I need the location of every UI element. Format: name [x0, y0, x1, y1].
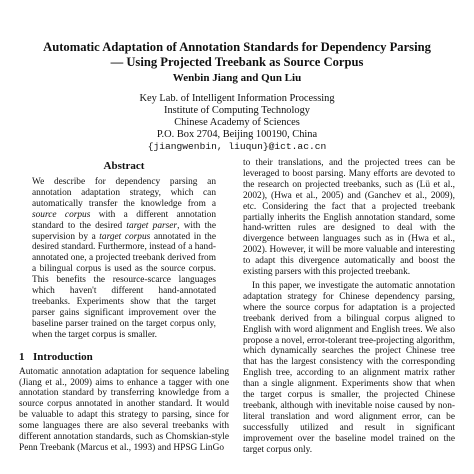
abstract-emph-target-parser: target parser	[126, 220, 178, 231]
section-number: 1	[19, 350, 25, 363]
affiliation-line-2: Institute of Computing Technology	[164, 105, 310, 117]
author-email: {jiangwenbin, liuqun}@ict.ac.cn	[147, 141, 327, 153]
affiliation-line-1: Key Lab. of Intelligent Information Processing	[139, 93, 335, 104]
abstract-emph-source-corpus: source corpus	[32, 209, 91, 220]
abstract-body	[19, 177, 229, 341]
abstract-heading: Abstract	[103, 160, 145, 172]
abstract-part-3: , with the supervision by a	[32, 220, 216, 242]
affiliation-line-3: Chinese Academy of Sciences	[174, 117, 300, 129]
introduction-paragraph: Automatic annotation adaptation for sequence labeling (Jiang et al., 2009) aims to enhance a tagger with one annotation standard by transferring knowledge from a source corpus annotated in another standard. It would be valuable to adapt this strategy to parsing, since for some languages there are also several treebanks with different annotation standards, such as Chomskian-style Penn Treebank (Marcus et al., 1993) and HPSG LinGo	[19, 366, 229, 453]
abstract-part-4: annotated in the desired standard. Furthermore, instead of a hand-annotated one, a projected treebank derived from a bilingual corpus is used as the source corpus. This benefits the resource-scarce languages which haven't different hand-annotated treebanks. Experiments show that the target parser gains significant improvement over the baseline parser trained on the target corpus only, when the target corpus is smaller.	[32, 231, 216, 340]
left-column	[19, 160, 229, 454]
paper-authors: Wenbin Jiang and Qun Liu	[172, 72, 302, 84]
title-line-2: — Using Projected Treebank as Source Corpus	[110, 55, 364, 69]
paper-title	[30, 40, 444, 70]
abstract-part-1: We describe for dependency parsing an annotation adaptation strategy, which can automatically transfer the knowledge from a	[32, 177, 216, 209]
author-affiliation	[30, 93, 444, 153]
section-title: Introduction	[33, 350, 93, 363]
title-line-1: Automatic Adaptation of Annotation Standards for Dependency Parsing	[43, 40, 431, 54]
right-column	[243, 158, 455, 455]
abstract-text	[32, 177, 216, 341]
right-paragraph-1: to their translations, and the projected trees can be leveraged to boost parsing. Many efforts are devoted to the research on projected treebanks, such as (Lü et al., 2002), (Hwa et al., 2005) and (Ganchev et al., 2009), etc. Considering the fact that a projected treebank partially inherits the English annotation standard, some hand-written rules are designed to deal with the divergence between languages such as in (Hwa et al., 2002). However, it will be more valuable and interesting to adapt this divergence automatically and boost the existing parsers with this projected treebank.	[243, 158, 455, 278]
section-heading-introduction	[19, 351, 229, 364]
affiliation-line-4: P.O. Box 2704, Beijing 100190, China	[156, 129, 318, 141]
abstract-part-2: with a different annotation standard to the desired	[32, 209, 216, 231]
right-paragraph-2: In this paper, we investigate the automatic annotation adaptation strategy for Chinese dependency parsing, where the source corpus for adaptation is a projected treebank derived from a bilingual corpus aligned to English with word alignment and English trees. We also propose a novel, error-tolerant tree-projecting algorithm, which dynamically searches the project Chinese tree that has the largest consistency with the corresponding English tree, according to an alignment matrix rather than a single alignment. Experiments show that when the target corpus is smaller, the projected Chinese treebank, although with inevitable noise caused by non-literal translation and word alignment error, can be successfully utilized and result in significant improvement over the baseline model trained on the target corpus only.	[243, 280, 455, 455]
abstract-emph-target-corpus: target corpus	[99, 231, 151, 242]
